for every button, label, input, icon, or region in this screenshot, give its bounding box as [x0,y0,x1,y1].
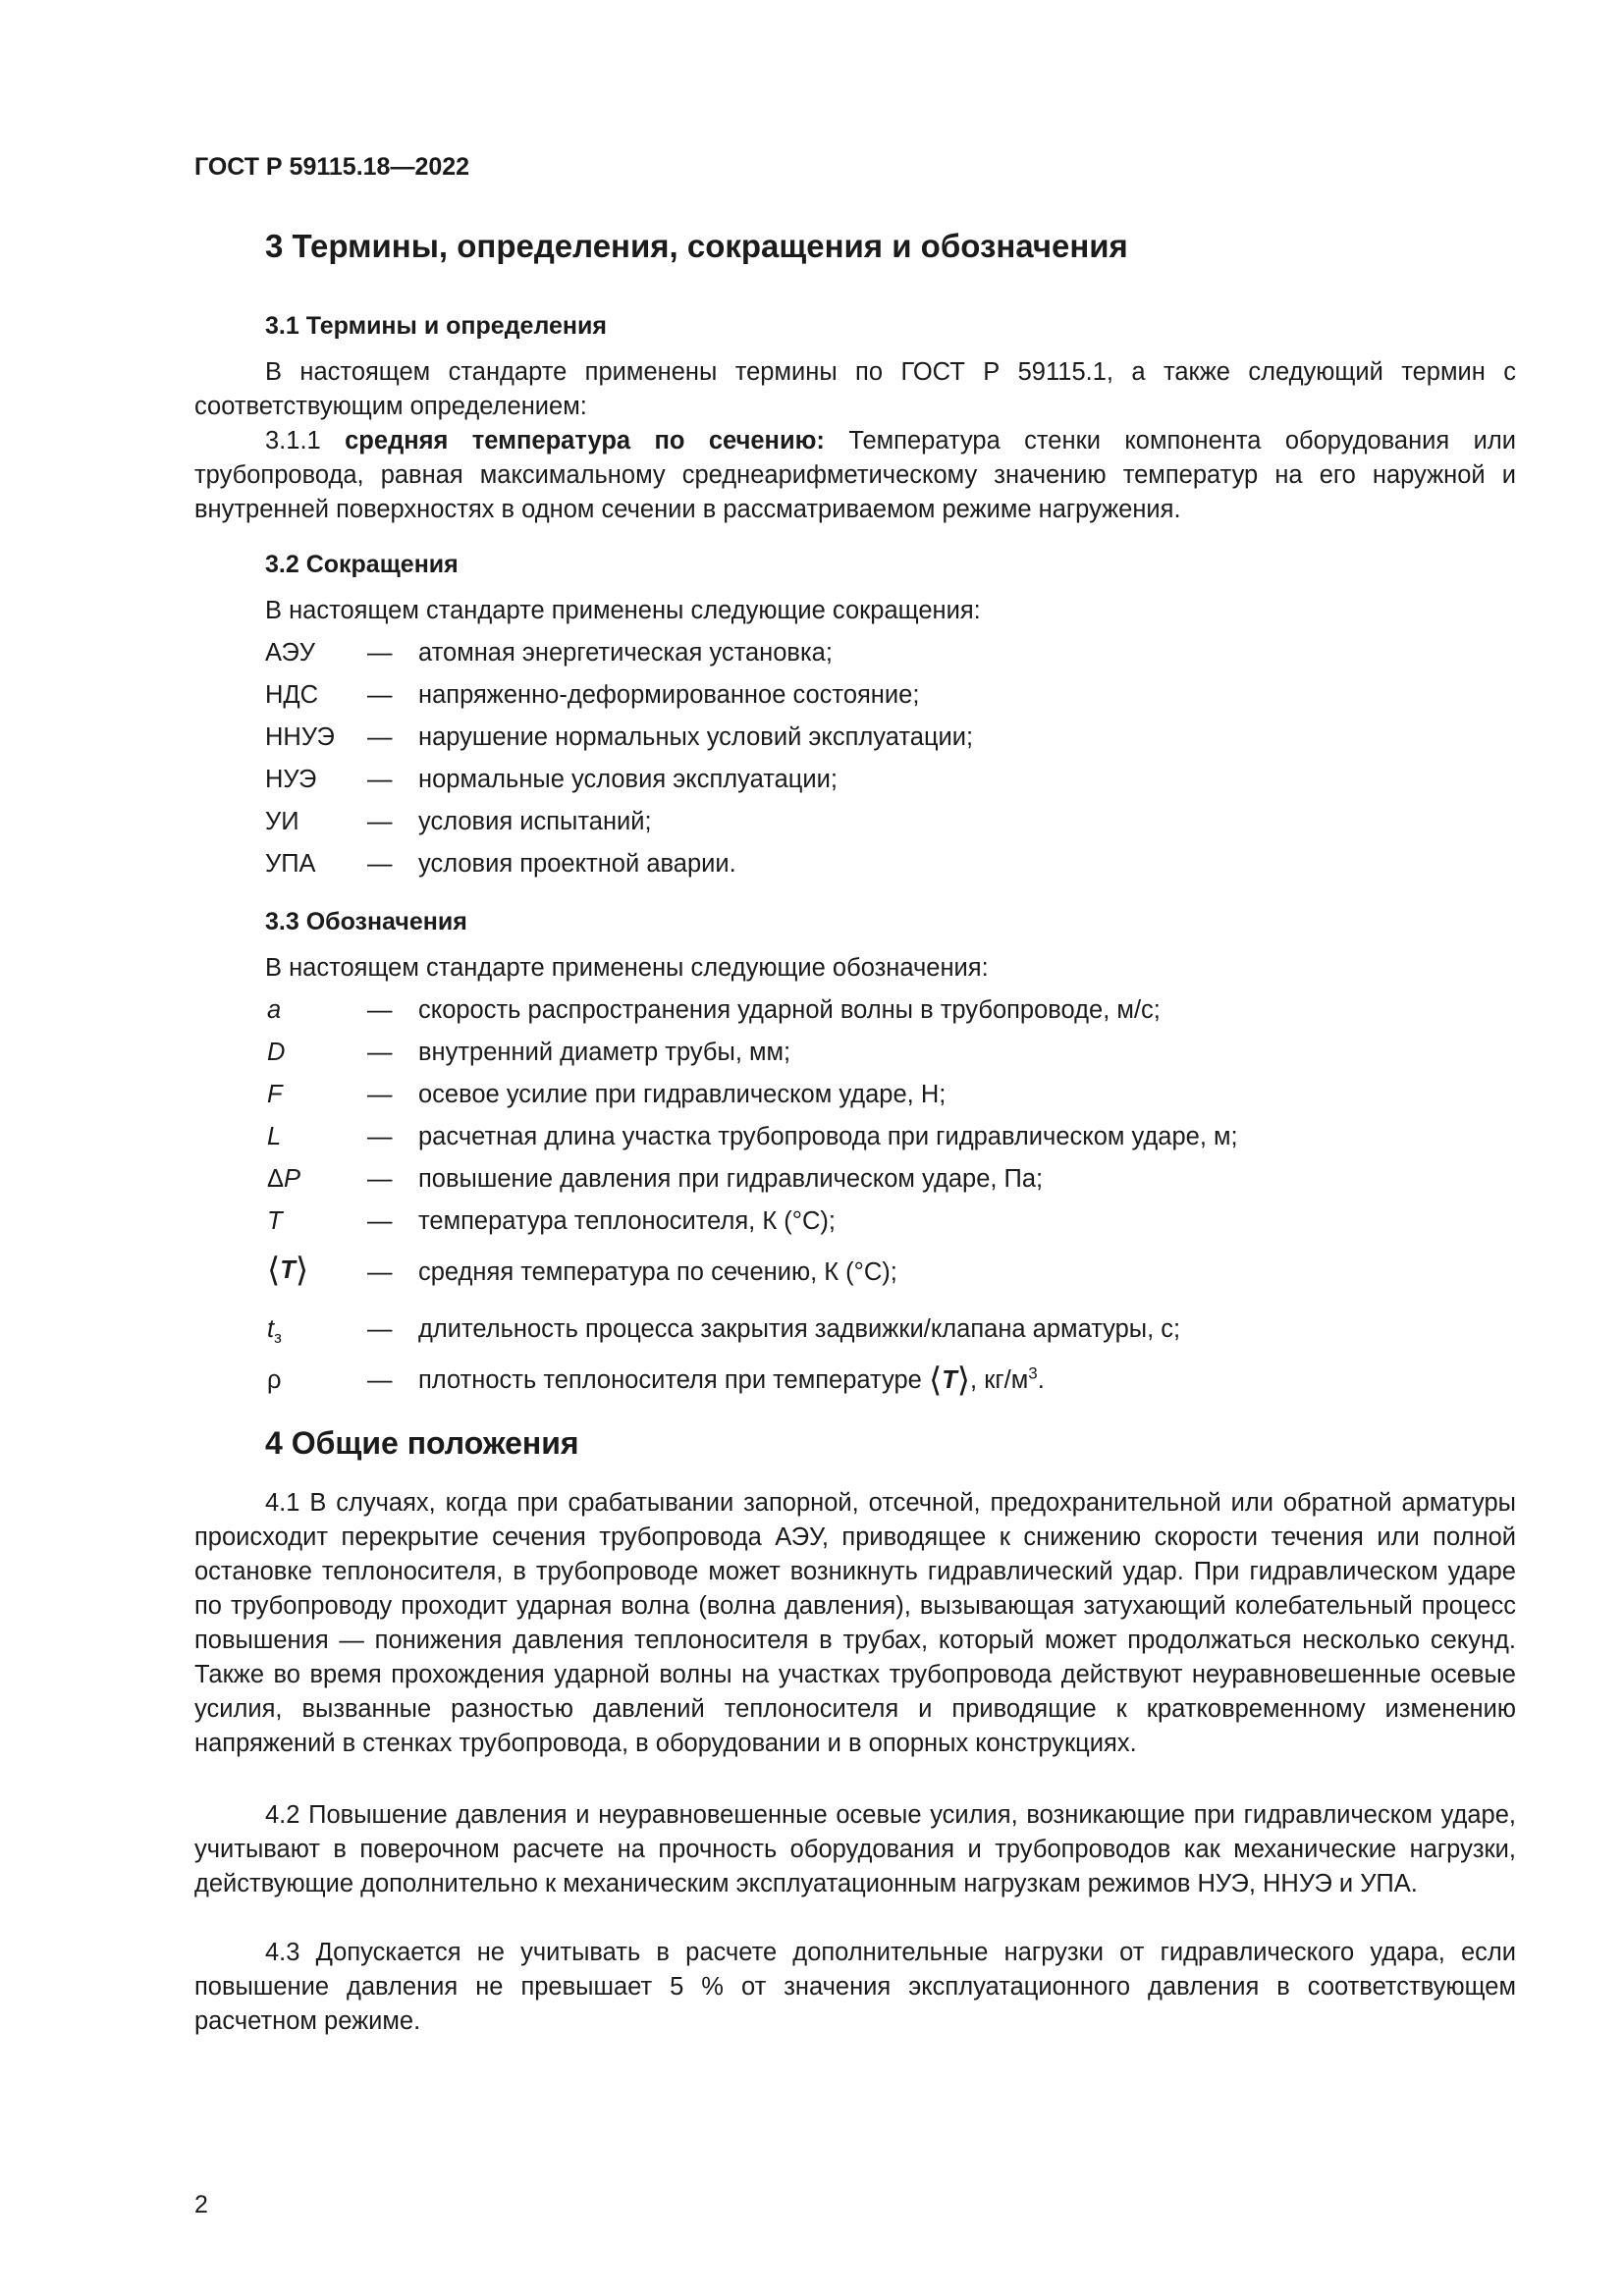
abbreviation-row [265,850,1542,889]
symbol-subscript: з [274,1328,282,1348]
angle-bracket-close: ⟩ [956,1362,971,1399]
symbol-definition: температура теплоносителя, К (°С); [418,1207,836,1235]
dash: — [367,723,393,751]
symbol-row [265,1252,1542,1302]
dash: — [367,808,393,835]
page-number: 2 [194,2191,208,2218]
symbol-definition: повышение давления при гидравлическом ударе, Па; [418,1165,1044,1193]
dash: — [367,1039,393,1066]
symbol-definition: средняя температура по сечению, К (°С); [418,1258,897,1286]
symbol-term: T [267,1207,283,1235]
abbreviation-term: УИ [265,808,299,835]
definition-number: 3.1.1 [265,427,346,454]
dash: — [367,681,393,709]
document-code: ГОСТ Р 59115.18—2022 [194,153,470,181]
symbol-row [265,1081,1542,1124]
dash: — [367,850,393,878]
abbreviation-term: УПА [265,850,316,878]
section-3-3-heading: 3.3 Обозначения [265,908,467,935]
dash: — [367,1315,393,1343]
symbol-definition: осевое усилие при гидравлическом ударе, Н; [418,1081,947,1108]
abbreviation-definition: нормальные условия эксплуатации; [418,766,838,793]
definition-end: . [1037,1366,1045,1394]
symbol-term [267,1165,300,1194]
section-3-3-intro: В настоящем стандарте применены следующие обозначения: [265,954,989,982]
definition-text: Температура стенки компонента оборудования или трубопровода, равная максимальному среднеарифметическому значению температур на его наружной и внутренней поверхностях в одном сечении в рассматриваемом режиме нагружения. [194,427,1516,523]
symbol-letter: P [284,1165,301,1193]
dash: — [367,766,393,793]
symbol-term: D [267,1039,286,1066]
symbol-term [267,1315,282,1348]
symbol-letter: T [942,1366,957,1394]
dash: — [367,1081,393,1108]
symbol-row [265,1165,1542,1208]
unit-superscript: 3 [1028,1363,1038,1383]
symbol-row [265,1207,1542,1251]
section-4-heading: 4 Общие положения [265,1425,579,1461]
abbreviation-row [265,766,1542,805]
symbol-letter: t [267,1315,275,1343]
section-3-heading: 3 Термины, определения, сокращения и обозначения [265,228,1128,264]
abbreviation-term: НУЭ [265,766,317,793]
abbreviation-definition: условия проектной аварии. [418,850,736,878]
paragraph-4-2: 4.2 Повышение давления и неуравновешенные осевые усилия, возникающие при гидравлическом ударе, учитывают в поверочном расчете на прочность оборудования и трубопроводов как механические нагрузки, действующие дополнительно к механическим эксплуатационным нагрузкам режимов НУЭ, ННУЭ и УПА. [194,1801,1516,1897]
paragraph-4-3: 4.3 Допускается не учитывать в расчете дополнительные нагрузки от гидравлического удара, если повышение давления не превышает 5 % от значения эксплуатационного давления в соответствующем расчетном режиме. [194,1939,1516,2035]
dash: — [367,1207,393,1235]
symbol-term: a [267,996,282,1024]
dash: — [367,1123,393,1150]
dash: — [367,1165,393,1193]
abbreviation-term: ННУЭ [265,723,335,751]
section-3-1-heading: 3.1 Термины и определения [265,312,607,340]
symbol-row [265,1039,1542,1082]
symbol-term: L [267,1123,282,1150]
section-3-2-heading: 3.2 Сокращения [265,551,459,578]
dash: — [367,1258,393,1286]
symbol-definition: длительность процесса закрытия задвижки/клапана арматуры, с; [418,1315,1181,1343]
section-3-1-intro: В настоящем стандарте применены термины по ГОСТ Р 59115.1, а также следующий термин с соответствующим определением: [194,358,1516,420]
angle-bracket-open: ⟨ [928,1362,943,1399]
abbreviation-definition: нарушение нормальных условий эксплуатации; [418,723,974,751]
symbol-term: F [267,1081,283,1108]
symbol-row [265,996,1542,1040]
symbol-definition [418,1361,1045,1400]
symbol-term: ρ [267,1366,282,1394]
section-3-2-intro: В настоящем стандарте применены следующие сокращения: [265,597,981,624]
definition-term: средняя температура по сечению: [345,427,825,454]
abbreviation-row [265,723,1542,763]
abbreviation-row [265,808,1542,847]
symbol-row [265,1362,1542,1410]
abbreviation-row [265,681,1542,721]
term-definition-3-1-1 [194,424,1516,527]
paragraph-4-1: 4.1 В случаях, когда при срабатывании запорной, отсечной, предохранительной или обратной арматуры происходит перекрытие сечения трубопровода АЭУ, приводящее к снижению скорости течения или полной остановке теплоносителя, в трубопроводе может возникнуть гидравлический удар. При гидравлическом ударе по трубопроводу проходит ударная волна (волна давления), вызывающая затухающий колебательный процесс повышения — понижения давления теплоносителя в трубах, который может продолжаться несколько секунд. Также во время прохождения ударной волны на участках трубопровода действуют неуравновешенные осевые усилия, вызванные разностью давлений теплоносителя и приводящие к кратковременному изменению напряжений в стенках трубопровода, в оборудовании и в опорных конструкциях. [194,1489,1516,1757]
symbol-definition: расчетная длина участка трубопровода при гидравлическом ударе, м; [418,1123,1238,1150]
symbol-row [265,1315,1542,1359]
abbreviation-definition: напряженно-деформированное состояние; [418,681,920,709]
symbol-definition: скорость распространения ударной волны в трубопроводе, м/с; [418,996,1161,1024]
dash: — [367,639,393,667]
abbreviation-term: АЭУ [265,639,315,667]
dash: — [367,996,393,1024]
delta-prefix: Δ [267,1165,285,1193]
symbol-term [267,1251,308,1290]
symbol-definition: внутренний диаметр трубы, мм; [418,1039,791,1066]
abbreviation-row [265,639,1542,678]
definition-unit: , кг/м [970,1366,1029,1394]
abbreviation-definition: атомная энергетическая установка; [418,639,833,667]
symbol-letter: T [280,1256,296,1284]
abbreviation-term: НДС [265,681,319,709]
angle-bracket-close: ⟩ [295,1252,309,1289]
angle-bracket-open: ⟨ [267,1252,281,1289]
dash: — [367,1366,393,1394]
definition-text: плотность теплоносителя при температуре [418,1366,929,1394]
symbol-row [265,1123,1542,1166]
abbreviation-definition: условия испытаний; [418,808,652,835]
